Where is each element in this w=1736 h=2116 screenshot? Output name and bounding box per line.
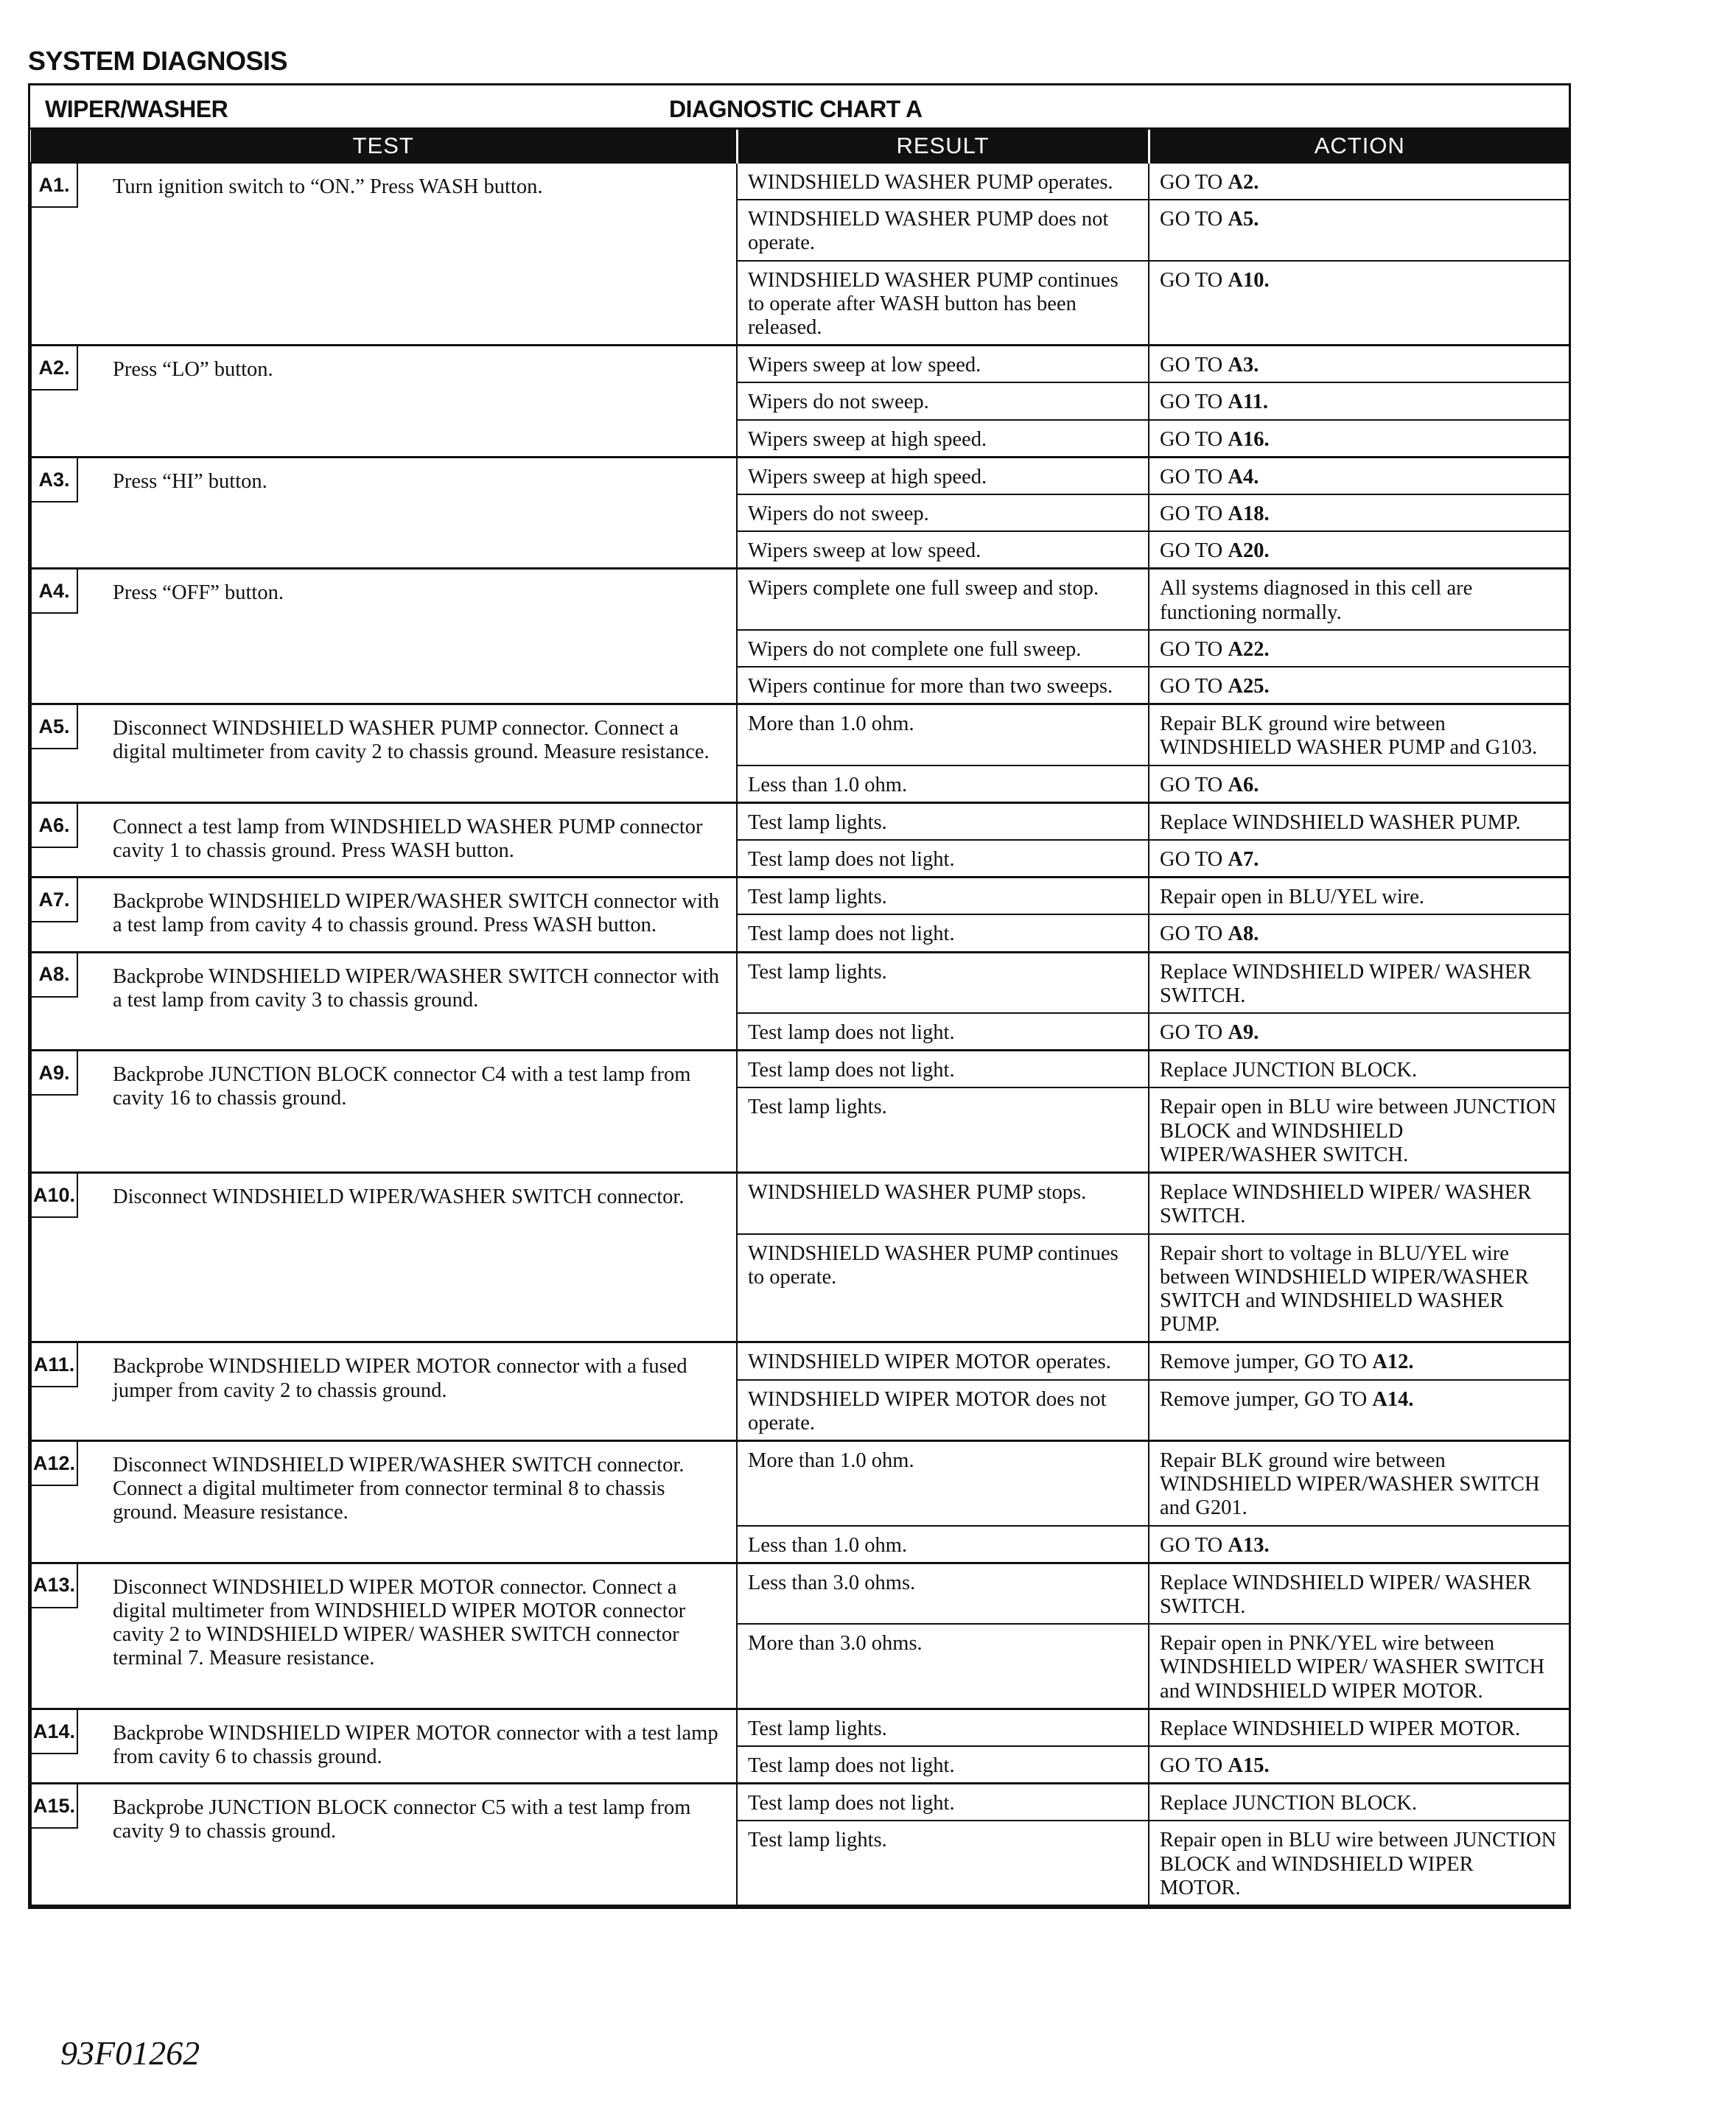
result-cell: WINDSHIELD WIPER MOTOR operates. (737, 1342, 1149, 1380)
action-target-step: A14. (1372, 1387, 1414, 1411)
action-text: GO TO (1160, 1754, 1223, 1777)
action-target-step: A10. (1228, 268, 1270, 292)
action-text: Repair short to voltage in BLU/YEL wire between WINDSHIELD WIPER/WASHER SWITCH and WINDSHIELD WASHER PUMP. (1160, 1241, 1529, 1336)
action-cell (1149, 1746, 1569, 1784)
test-instruction: Backprobe WINDSHIELD WIPER/WASHER SWITCH connector with a test lamp from cavity 4 to chassis ground. Press WASH button. (113, 890, 719, 937)
result-cell: Less than 3.0 ohms. (737, 1563, 1149, 1624)
action-cell (1149, 1051, 1569, 1088)
test-instruction: Disconnect WINDSHIELD WIPER/WASHER SWITCH connector. (113, 1185, 685, 1209)
action-cell (1149, 1526, 1569, 1563)
action-text: GO TO (1160, 637, 1223, 661)
step-number: A4. (32, 570, 78, 614)
chart-section: WIPER/WASHER (45, 96, 228, 122)
action-target-step: A16. (1228, 427, 1270, 451)
action-text: GO TO (1160, 465, 1223, 488)
test-cell (31, 1440, 737, 1563)
action-target-step: A20. (1228, 539, 1270, 563)
test-instruction: Backprobe JUNCTION BLOCK connector C5 with a test lamp from cavity 9 to chassis ground. (113, 1796, 691, 1843)
action-cell (1149, 163, 1569, 200)
action-text: Repair BLK ground wire between WINDSHIELD WASHER PUMP and G103. (1160, 712, 1538, 760)
action-cell (1149, 457, 1569, 494)
test-cell (31, 163, 737, 346)
chart-header (30, 85, 1569, 130)
result-cell: Less than 1.0 ohm. (737, 1526, 1149, 1563)
action-target-step: A5. (1228, 208, 1259, 231)
action-target-step: A9. (1228, 1021, 1259, 1045)
step-number: A1. (32, 164, 78, 208)
table-row (31, 1563, 1569, 1624)
action-cell (1149, 667, 1569, 704)
test-instruction: Backprobe WINDSHIELD WIPER MOTOR connector with a test lamp from cavity 6 to chassis ground. (113, 1721, 718, 1768)
test-instruction: Turn ignition switch to “ON.” Press WASH button. (113, 175, 543, 198)
step-number: A13. (32, 1564, 78, 1608)
column-header-test: TEST (31, 130, 737, 163)
action-target-step: A22. (1228, 637, 1270, 661)
action-text: GO TO (1160, 922, 1223, 946)
diagnostic-chart (28, 83, 1571, 1909)
result-cell: Test lamp does not light. (737, 1784, 1149, 1821)
step-number: A8. (32, 953, 78, 998)
test-instruction: Backprobe JUNCTION BLOCK connector C4 with a test lamp from cavity 16 to chassis ground. (113, 1063, 691, 1110)
test-instruction: Press “LO” button. (113, 358, 273, 382)
result-cell: Wipers continue for more than two sweeps. (737, 667, 1149, 704)
action-cell (1149, 1013, 1569, 1051)
action-target-step: A15. (1228, 1754, 1270, 1777)
action-text: Repair open in BLU/YEL wire. (1160, 886, 1425, 909)
table-row (31, 704, 1569, 766)
test-cell (31, 704, 737, 803)
page-heading: SYSTEM DIAGNOSIS (28, 46, 288, 76)
action-cell (1149, 420, 1569, 458)
action-cell (1149, 1173, 1569, 1234)
action-cell (1149, 494, 1569, 531)
action-text: Replace WINDSHIELD WASHER PUMP. (1160, 810, 1521, 834)
action-target-step: A4. (1228, 465, 1259, 488)
test-cell (31, 569, 737, 704)
action-target-step: A18. (1228, 502, 1270, 526)
result-cell: WINDSHIELD WASHER PUMP operates. (737, 163, 1149, 200)
table-row (31, 952, 1569, 1013)
action-cell (1149, 802, 1569, 840)
test-instruction: Disconnect WINDSHIELD WIPER/WASHER SWITCH connector. Connect a digital multimeter from connector terminal 8 to chassis ground. Measure resistance. (113, 1453, 685, 1524)
step-number: A15. (32, 1784, 78, 1829)
chart-body (31, 163, 1569, 1905)
action-text: GO TO (1160, 171, 1223, 194)
action-text: Replace WINDSHIELD WIPER MOTOR. (1160, 1717, 1521, 1740)
result-cell: More than 3.0 ohms. (737, 1624, 1149, 1709)
action-cell (1149, 261, 1569, 346)
table-row (31, 1709, 1569, 1746)
action-cell (1149, 1342, 1569, 1380)
column-header-row (31, 130, 1569, 163)
action-text: All systems diagnosed in this cell are functioning normally. (1160, 577, 1473, 624)
result-cell: Wipers complete one full sweep and stop. (737, 569, 1149, 630)
action-text: GO TO (1160, 427, 1223, 451)
table-row (31, 569, 1569, 630)
action-cell (1149, 346, 1569, 383)
action-cell (1149, 531, 1569, 569)
figure-code: 93F01262 (60, 2034, 200, 2072)
test-instruction: Press “HI” button. (113, 469, 267, 493)
action-text: GO TO (1160, 848, 1223, 872)
result-cell: Test lamp does not light. (737, 840, 1149, 877)
action-cell (1149, 382, 1569, 419)
test-cell (31, 1784, 737, 1906)
action-target-step: A6. (1228, 773, 1259, 796)
test-instruction: Disconnect WINDSHIELD WIPER MOTOR connector. Connect a digital multimeter from WINDSHIELD WIPER MOTOR connector cavity 2 to WINDSHIELD WIPER/ WASHER SWITCH connector terminal 7. Measure resistance. (113, 1575, 686, 1670)
action-text: Replace WINDSHIELD WIPER/ WASHER SWITCH. (1160, 1571, 1532, 1618)
table-row (31, 877, 1569, 915)
test-cell (31, 1709, 737, 1783)
test-cell (31, 1563, 737, 1709)
action-text: GO TO (1160, 675, 1223, 698)
action-cell (1149, 1563, 1569, 1624)
step-number: A12. (32, 1442, 78, 1486)
action-text: Repair BLK ground wire between WINDSHIELD WIPER/WASHER SWITCH and G201. (1160, 1448, 1540, 1520)
result-cell: Test lamp does not light. (737, 1746, 1149, 1784)
action-target-step: A25. (1228, 675, 1270, 698)
result-cell: Test lamp lights. (737, 952, 1149, 1013)
result-cell: Wipers sweep at high speed. (737, 457, 1149, 494)
action-cell (1149, 1380, 1569, 1441)
result-cell: WINDSHIELD WASHER PUMP continues to operate. (737, 1234, 1149, 1342)
table-row (31, 802, 1569, 840)
action-target-step: A7. (1228, 848, 1259, 872)
action-cell (1149, 1234, 1569, 1342)
result-cell: WINDSHIELD WASHER PUMP does not operate. (737, 200, 1149, 260)
action-text: GO TO (1160, 208, 1223, 231)
result-cell: More than 1.0 ohm. (737, 704, 1149, 766)
action-text: Repair open in PNK/YEL wire between WINDSHIELD WIPER/ WASHER SWITCH and WINDSHIELD WIPER MOTOR. (1160, 1632, 1545, 1703)
result-cell: Less than 1.0 ohm. (737, 766, 1149, 803)
action-cell (1149, 840, 1569, 877)
action-text: Replace JUNCTION BLOCK. (1160, 1059, 1418, 1082)
result-cell: Wipers do not sweep. (737, 494, 1149, 531)
step-number: A3. (32, 458, 78, 502)
test-instruction: Press “OFF” button. (113, 581, 284, 605)
diagnostic-table (30, 130, 1570, 1907)
step-number: A6. (32, 804, 78, 848)
test-cell (31, 802, 737, 877)
test-cell (31, 1342, 737, 1441)
result-cell: More than 1.0 ohm. (737, 1440, 1149, 1525)
action-cell (1149, 1709, 1569, 1746)
column-header-action: ACTION (1149, 130, 1569, 163)
column-header-result: RESULT (737, 130, 1149, 163)
action-text: Repair open in BLU wire between JUNCTION BLOCK and WINDSHIELD WIPER/WASHER SWITCH. (1160, 1096, 1557, 1166)
action-text: GO TO (1160, 390, 1223, 414)
action-text: Replace WINDSHIELD WIPER/ WASHER SWITCH. (1160, 1181, 1532, 1228)
result-cell: WINDSHIELD WASHER PUMP continues to operate after WASH button has been released. (737, 261, 1149, 346)
action-cell (1149, 1087, 1569, 1172)
action-target-step: A3. (1228, 354, 1259, 377)
step-number: A7. (32, 878, 78, 922)
step-number: A5. (32, 705, 78, 749)
action-target-step: A12. (1372, 1350, 1414, 1374)
action-cell (1149, 569, 1569, 630)
table-row (31, 457, 1569, 494)
table-row (31, 1784, 1569, 1821)
test-instruction: Disconnect WINDSHIELD WASHER PUMP connector. Connect a digital multimeter from cavity 2 to chassis ground. Measure resistance. (113, 717, 710, 764)
table-row (31, 1051, 1569, 1088)
action-cell (1149, 1624, 1569, 1709)
test-instruction: Connect a test lamp from WINDSHIELD WASHER PUMP connector cavity 1 to chassis ground. Press WASH button. (113, 815, 703, 863)
result-cell: WINDSHIELD WIPER MOTOR does not operate. (737, 1380, 1149, 1441)
action-target-step: A11. (1228, 390, 1269, 414)
result-cell: WINDSHIELD WASHER PUMP stops. (737, 1173, 1149, 1234)
result-cell: Wipers sweep at high speed. (737, 420, 1149, 458)
action-text: GO TO (1160, 539, 1223, 563)
step-number: A2. (32, 346, 78, 390)
action-text: GO TO (1160, 502, 1223, 526)
result-cell: Wipers sweep at low speed. (737, 531, 1149, 569)
result-cell: Test lamp does not light. (737, 914, 1149, 952)
test-cell (31, 346, 737, 458)
result-cell: Wipers do not sweep. (737, 382, 1149, 419)
result-cell: Wipers sweep at low speed. (737, 346, 1149, 383)
result-cell: Test lamp lights. (737, 802, 1149, 840)
result-cell: Test lamp does not light. (737, 1013, 1149, 1051)
table-row (31, 1173, 1569, 1234)
action-cell (1149, 200, 1569, 260)
action-cell (1149, 766, 1569, 803)
action-text: Replace WINDSHIELD WIPER/ WASHER SWITCH. (1160, 960, 1532, 1007)
action-text: GO TO (1160, 1533, 1223, 1557)
action-cell (1149, 1440, 1569, 1525)
action-text: GO TO (1160, 354, 1223, 377)
test-cell (31, 952, 737, 1051)
table-row (31, 163, 1569, 200)
action-cell (1149, 877, 1569, 915)
test-cell (31, 1173, 737, 1342)
action-cell (1149, 952, 1569, 1013)
action-target-step: A2. (1228, 171, 1259, 194)
result-cell: Test lamp lights. (737, 1821, 1149, 1905)
action-text: GO TO (1160, 1021, 1223, 1045)
result-cell: Test lamp lights. (737, 1709, 1149, 1746)
action-target-step: A8. (1228, 922, 1259, 946)
action-text: Replace JUNCTION BLOCK. (1160, 1792, 1418, 1815)
action-cell (1149, 914, 1569, 952)
result-cell: Test lamp does not light. (737, 1051, 1149, 1088)
step-number: A9. (32, 1051, 78, 1096)
table-row (31, 1440, 1569, 1525)
test-cell (31, 1051, 737, 1173)
step-number: A11. (32, 1343, 78, 1387)
result-cell: Wipers do not complete one full sweep. (737, 630, 1149, 667)
action-cell (1149, 704, 1569, 766)
test-cell (31, 457, 737, 569)
action-text: GO TO (1160, 268, 1223, 292)
step-number: A10. (32, 1174, 78, 1218)
action-cell (1149, 1821, 1569, 1905)
test-instruction: Backprobe WINDSHIELD WIPER/WASHER SWITCH connector with a test lamp from cavity 3 to chassis ground. (113, 964, 719, 1012)
action-text: Remove jumper, GO TO (1160, 1350, 1368, 1374)
result-cell: Test lamp lights. (737, 1087, 1149, 1172)
table-row (31, 1342, 1569, 1380)
action-text: GO TO (1160, 773, 1223, 796)
test-instruction: Backprobe WINDSHIELD WIPER MOTOR connector with a fused jumper from cavity 2 to chassis ground. (113, 1355, 687, 1402)
test-cell (31, 877, 737, 952)
result-cell: Test lamp lights. (737, 877, 1149, 915)
chart-name: DIAGNOSTIC CHART A (669, 96, 923, 122)
table-row (31, 346, 1569, 383)
action-text: Remove jumper, GO TO (1160, 1387, 1368, 1411)
action-cell (1149, 630, 1569, 667)
action-cell (1149, 1784, 1569, 1821)
action-text: Repair open in BLU wire between JUNCTION BLOCK and WINDSHIELD WIPER MOTOR. (1160, 1829, 1557, 1899)
action-target-step: A13. (1228, 1533, 1270, 1557)
step-number: A14. (32, 1710, 78, 1754)
